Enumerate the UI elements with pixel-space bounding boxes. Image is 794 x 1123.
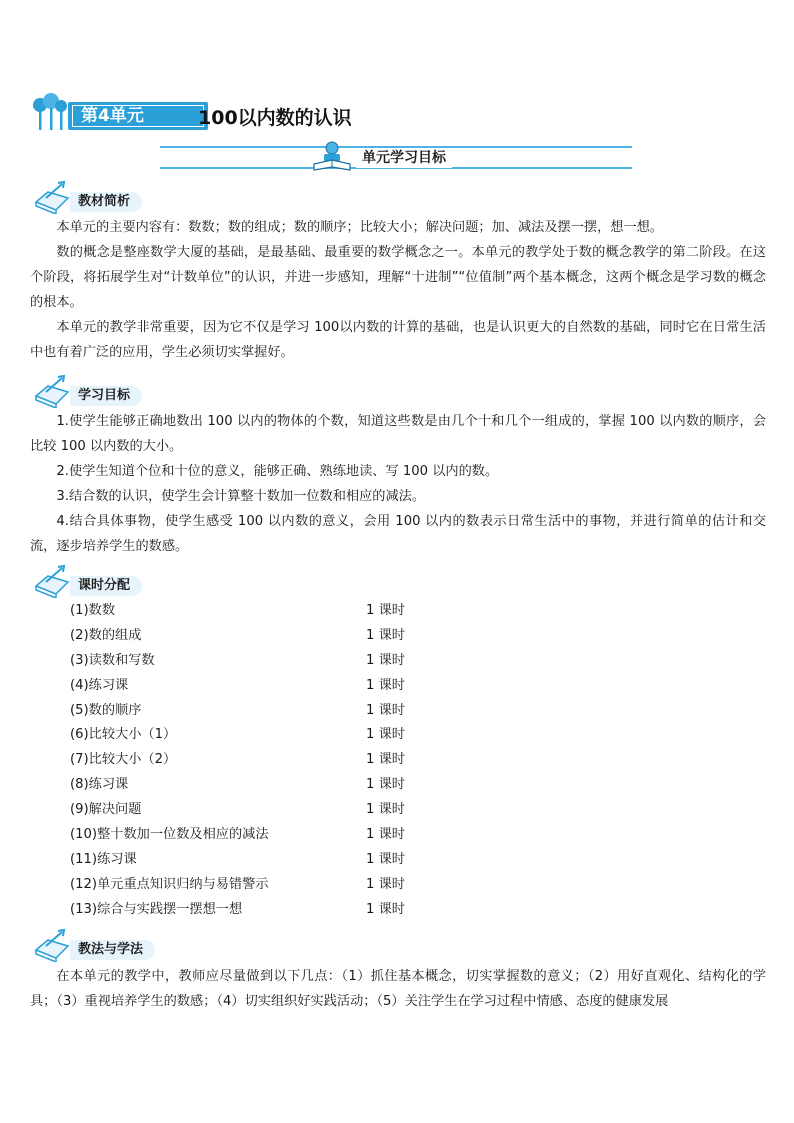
analysis-paragraph: 本单元的教学非常重要，因为它不仅是学习 100以内数的计算的基础，也是认识更大的自然数的基础，同时它在日常生活中也有着广泛的应用，学生必须切实掌握好。 <box>30 320 766 360</box>
lesson-name: (1)数数 <box>70 603 116 618</box>
goal-item: 2.使学生知道个位和十位的意义，能够正确、熟练地读、写 100 以内的数。 <box>56 464 499 479</box>
book-arrow-icon <box>32 564 74 598</box>
analysis-paragraph: 数的概念是整座数学大厦的基础，是最基础、最重要的数学概念之一。本单元的教学处于数的概念教学的第二阶段。在这个阶段，将拓展学生对“计数单位”的认识，并进一步感知，理解“十进制”“位值制”两个基本概念，这两个概念是学习数的概念的根本。 <box>30 245 766 310</box>
lesson-name: (7)比较大小（2） <box>70 752 177 768</box>
section-title: 学习目标 <box>70 386 142 406</box>
list-item <box>70 649 470 674</box>
reading-student-icon <box>310 140 354 172</box>
list-item <box>70 798 470 823</box>
lesson-hours: 1 课时 <box>366 702 405 718</box>
section-header-goals <box>32 374 192 410</box>
list-item <box>70 823 470 848</box>
lesson-name: (4)练习课 <box>70 677 129 693</box>
lesson-hours: 1 课时 <box>366 727 405 743</box>
lesson-hours: 1 课时 <box>366 777 405 793</box>
lesson-hours: 1 课时 <box>366 603 405 618</box>
list-item <box>70 848 470 873</box>
lesson-hours: 1 课时 <box>366 652 405 668</box>
lesson-hours: 1 课时 <box>366 901 405 917</box>
lesson-name: (5)数的顺序 <box>70 702 142 718</box>
banner-label: 单元学习目标 <box>356 148 452 168</box>
tree-icon <box>30 92 70 132</box>
list-item <box>70 599 470 624</box>
methods-paragraph: 在本单元的教学中，教师应尽量做到以下几点：（1）抓住基本概念，切实掌握数的意义；（2）用好直观化、结构化的学具；（3）重视培养学生的数感；（4）切实组织好实践活动；（5）关注学生在学习过程中情感、态度的健康发展 <box>30 969 766 1009</box>
goal-item: 1.使学生能够正确地数出 100 以内的物体的个数，知道这些数是由几个十和几个一组成的，掌握 100 以内数的顺序，会比较 100 以内数的大小。 <box>30 414 766 454</box>
section-title: 教材简析 <box>70 192 142 212</box>
section-title: 教法与学法 <box>70 940 155 960</box>
goal-item: 4.结合具体事物，使学生感受 100 以内数的意义，会用 100 以内的数表示日常生活中的事物，并进行简单的估计和交流，逐步培养学生的数感。 <box>30 514 766 554</box>
lesson-hours: 1 课时 <box>366 802 405 818</box>
list-item <box>70 674 470 699</box>
book-arrow-icon <box>32 928 74 962</box>
lesson-name: (12)单元重点知识归纳与易错警示 <box>70 876 269 892</box>
schedule-list <box>70 599 470 923</box>
lesson-name: (8)练习课 <box>70 777 129 793</box>
lesson-name: (9)解决问题 <box>70 802 142 818</box>
list-item <box>70 898 470 923</box>
lesson-name: (10)整十数加一位数及相应的减法 <box>70 827 269 843</box>
list-item <box>70 699 470 724</box>
page-title: 100以内数的认识 <box>198 107 352 129</box>
list-item <box>70 723 470 748</box>
list-item <box>70 873 470 898</box>
lesson-hours: 1 课时 <box>366 752 405 768</box>
lesson-name: (13)综合与实践摆一摆想一想 <box>70 901 243 917</box>
lesson-hours: 1 课时 <box>366 677 405 693</box>
book-arrow-icon <box>32 374 74 408</box>
section-header-schedule <box>32 564 192 600</box>
lesson-hours: 1 课时 <box>366 627 405 643</box>
section-header-methods <box>32 928 192 964</box>
list-item <box>70 773 470 798</box>
unit-label: 第4单元 <box>72 105 204 127</box>
book-arrow-icon <box>32 180 74 214</box>
lesson-name: (2)数的组成 <box>70 627 142 643</box>
analysis-paragraph: 本单元的主要内容有：数数；数的组成；数的顺序；比较大小；解决问题；加、减法及摆一摆，想一想。 <box>56 220 664 235</box>
unit-badge <box>68 102 208 130</box>
list-item <box>70 624 470 649</box>
lesson-name: (11)练习课 <box>70 851 137 867</box>
lesson-name: (3)读数和写数 <box>70 652 155 668</box>
unit-header <box>30 92 770 132</box>
goal-banner <box>160 140 632 174</box>
lesson-hours: 1 课时 <box>366 876 405 892</box>
section-title: 课时分配 <box>70 576 142 596</box>
lesson-hours: 1 课时 <box>366 827 405 843</box>
section-header-analysis <box>32 180 192 216</box>
lesson-name: (6)比较大小（1） <box>70 727 177 743</box>
lesson-hours: 1 课时 <box>366 851 405 867</box>
goal-item: 3.结合数的认识，使学生会计算整十数加一位数和相应的减法。 <box>56 489 426 504</box>
list-item <box>70 748 470 773</box>
